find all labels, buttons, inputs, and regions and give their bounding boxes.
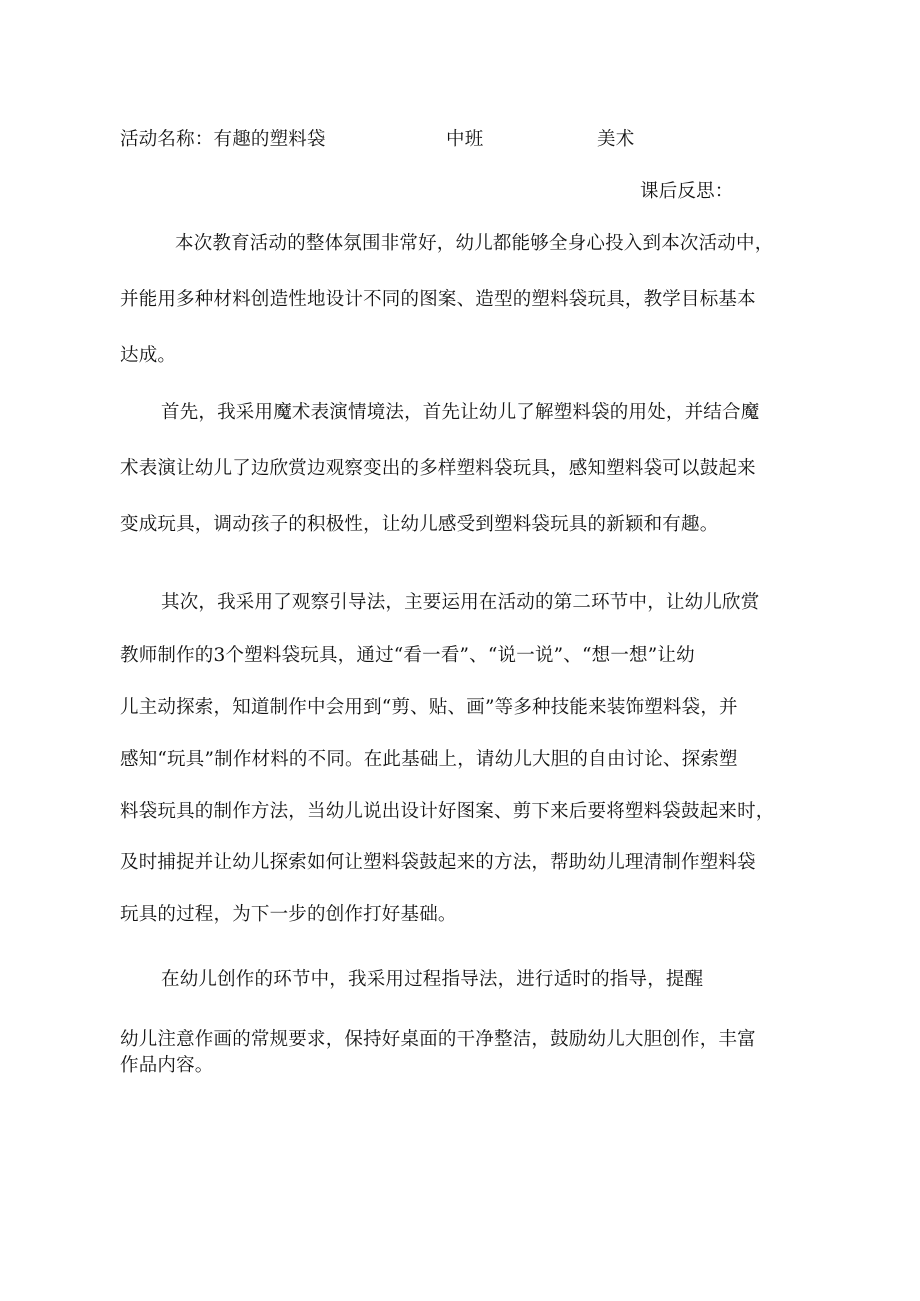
paragraph-4-line-2: 幼儿注意作画的常规要求，保持好桌面的干净整洁，鼓励幼儿大胆创作，丰富 [120,1029,756,1050]
paragraph-3-line-3: 儿主动探索，知道制作中会用到“剪、贴、画”等多种技能来装饰塑料袋，并 [120,697,738,718]
paragraph-2-line-1: 首先，我采用魔术表演情境法，首先让幼儿了解塑料袋的用处，并结合魔 [161,402,760,423]
class-level: 中班 [446,129,484,150]
paragraph-3-line-7: 玩具的过程，为下一步的创作打好基础。 [120,904,457,925]
reflection-heading: 课后反思： [640,181,734,202]
paragraph-3-line-6: 及时捕捉并让幼儿探索如何让塑料袋鼓起来的方法，帮助幼儿理清制作塑料袋 [120,852,756,873]
paragraph-3-line-2: 教师制作的3个塑料袋玩具，通过“看一看”、“说一说”、“想一想”让幼 [120,645,695,666]
paragraph-3-line-1: 其次，我采用了观察引导法，主要运用在活动的第二环节中，让幼儿欣赏 [161,592,760,613]
paragraph-3-line-4: 感知“玩具”制作材料的不同。在此基础上，请幼儿大胆的自由讨论、探索塑 [120,749,738,770]
paragraph-2-line-3: 变成玩具，调动孩子的积极性，让幼儿感受到塑料袋玩具的新颖和有趣。 [120,514,719,535]
paragraph-1-line-1: 本次教育活动的整体氛围非常好，幼儿都能够全身心投入到本次活动中， [175,233,774,254]
paragraph-4-line-1: 在幼儿创作的环节中，我采用过程指导法，进行适时的指导，提醒 [161,969,704,990]
paragraph-3-line-5: 料袋玩具的制作方法，当幼儿说出设计好图案、剪下来后要将塑料袋鼓起来时， [120,801,775,822]
subject: 美术 [597,129,635,150]
paragraph-2-line-2: 术表演让幼儿了边欣赏边观察变出的多样塑料袋玩具，感知塑料袋可以鼓起来 [120,458,756,479]
paragraph-1-line-2: 并能用多种材料创造性地设计不同的图案、造型的塑料袋玩具，教学目标基本 [120,289,756,310]
paragraph-1-line-3: 达成。 [120,345,177,366]
activity-name: 活动名称：有趣的塑料袋 [120,129,326,150]
paragraph-4-line-3: 作品内容。 [120,1055,214,1076]
